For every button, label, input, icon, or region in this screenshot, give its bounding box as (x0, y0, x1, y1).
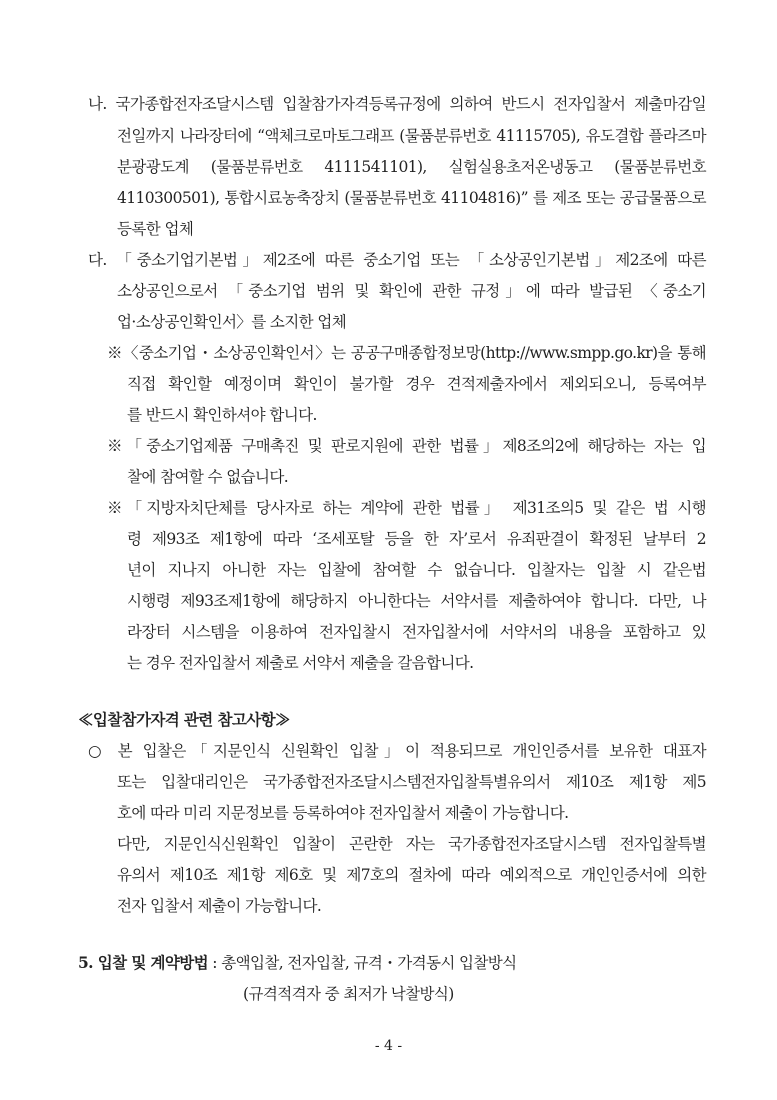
item-na-line-3: 분광광도계 (물품분류번호 4111541101), 실험실용초저온냉동고 (물품분류번호 (117, 158, 706, 176)
note-2-line-1: ※「중소기업제품 구매촉진 및 판로지원에 관한 법률」제8조의2에 해당하는 자는 입 (107, 437, 706, 455)
note-3-line-5: 라장터 시스템을 이용하여 전자입찰시 전자입찰서에 서약서의 내용을 포함하고 있 (127, 623, 706, 641)
note-3-line-4: 시행령 제93조제1항에 해당하지 아니한다는 서약서를 제출하여야 합니다. 다만, 나 (127, 592, 706, 610)
item-na-line-1: 나. 국가종합전자조달시스템 입찰참가자격등록규정에 의하여 반드시 전자입찰서 제출마감일 (88, 95, 706, 113)
note-1-line-3: 를 반드시 확인하셔야 합니다. (127, 406, 317, 424)
note-1-line-1: ※〈중소기업・소상공인확인서〉는 공공구매종합정보망(http://www.smpp.go.kr)을 통해 (107, 344, 706, 362)
item-da-line-2: 소상공인으로서 「중소기업 범위 및 확인에 관한 규정」에 따라 발급된 〈중소기 (117, 282, 706, 300)
note-3-line-3: 년이 지나지 아니한 자는 입찰에 참여할 수 없습니다. 입찰자는 입찰 시 같은법 (127, 561, 706, 579)
item-da-line-1: 다. 「중소기업기본법」제2조에 따른 중소기업 또는 「소상공인기본법」제2조에 따른 (88, 251, 706, 269)
reference-line-5: 유의서 제10조 제1항 제6호 및 제7호의 절차에 따라 예외적으로 개인인증서에 의한 (117, 866, 706, 884)
section-5-line-2: (규격적격자 중 최저가 낙찰방식) (243, 985, 454, 1003)
note-3-line-1: ※「지방자치단체를 당사자로 하는 계약에 관한 법률」 제31조의5 및 같은 법 시행 (107, 499, 706, 517)
note-3-line-6: 는 경우 전자입찰서 제출로 서약서 제출을 갈음합니다. (127, 654, 474, 672)
section-5-line-1 (78, 953, 517, 973)
reference-heading: ≪입찰참가자격 관련 참고사항≫ (78, 710, 290, 729)
reference-line-2: 또는 입찰대리인은 국가종합전자조달시스템전자입찰특별유의서 제10조 제1항 제5 (117, 773, 706, 791)
section-5-label: 5. 입찰 및 계약방법 (78, 953, 208, 972)
reference-line-4: 다만, 지문인식신원확인 입찰이 곤란한 자는 국가종합전자조달시스템 전자입찰특별 (117, 835, 706, 853)
note-2-line-2: 찰에 참여할 수 없습니다. (127, 468, 289, 486)
note-1-line-2: 직접 확인할 예정이며 확인이 불가할 경우 견적제출자에서 제외되오니, 등록여부 (127, 375, 706, 393)
reference-line-3: 호에 따라 미리 지문정보를 등록하여야 전자입찰서 제출이 가능합니다. (117, 804, 569, 822)
reference-line-6: 전자 입찰서 제출이 가능합니다. (117, 897, 322, 915)
page-number: - 4 - (374, 1038, 403, 1054)
reference-line-1: ○ 본 입찰은「지문인식 신원확인 입찰」이 적용되므로 개인인증서를 보유한 대표자 (88, 742, 706, 760)
item-na-line-5: 등록한 업체 (117, 220, 194, 238)
item-da-line-3: 업·소상공인확인서〉를 소지한 업체 (117, 313, 347, 331)
item-na-line-2: 전일까지 나라장터에 “액체크로마토그래프 (물품분류번호 41115705), 유도결합 플라즈마 (117, 127, 706, 145)
section-5-text: : 총액입찰, 전자입찰, 규격・가격동시 입찰방식 (207, 954, 517, 972)
note-3-line-2: 령 제93조 제1항에 따라 ‘조세포탈 등을 한 자’로서 유죄판결이 확정된 날부터 2 (127, 530, 706, 548)
item-na-line-4: 4110300501), 통합시료농축장치 (물품분류번호 41104816)” 를 제조 또는 공급물품으로 (117, 189, 706, 207)
